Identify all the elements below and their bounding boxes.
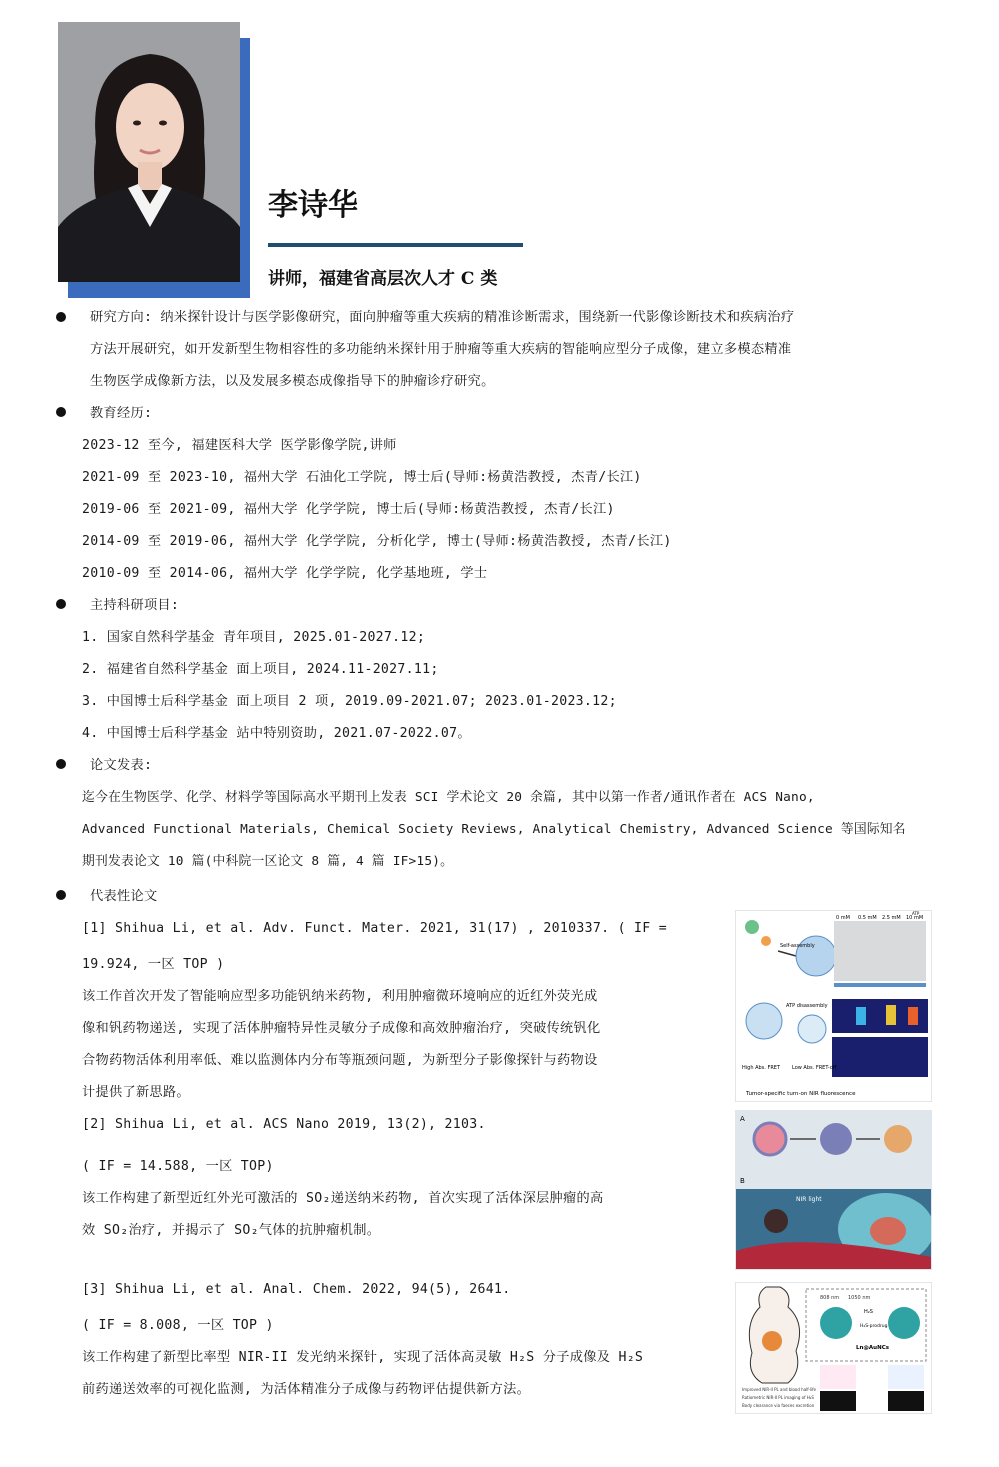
- fig2-label-nir: NIR light: [796, 1196, 822, 1203]
- bullet-projects: [56, 599, 66, 609]
- fig1-label-0mm: 0 mM: [836, 915, 850, 921]
- paper-1-figure: [735, 910, 932, 1102]
- bullet-research: [56, 312, 66, 322]
- paper-2-line: 效 SO₂治疗, 并揭示了 SO₂气体的抗肿瘤机制。: [82, 1223, 381, 1238]
- paper-3-figure: [735, 1282, 932, 1414]
- education-item: 2023-12 至今, 福建医科大学 医学影像学院,讲师: [82, 438, 397, 453]
- education-item: 2019-06 至 2021-09, 福州大学 化学学院, 博士后(导师:杨黄浩教授, 杰青/长江): [82, 502, 615, 517]
- fig1-label-low-abs: Low Abs. FRET-off: [792, 1065, 837, 1071]
- paper-2-line: [2] Shihua Li, et al. ACS Nano 2019, 13(2), 2103.: [82, 1117, 486, 1132]
- fig3-label-808: 808 nm: [820, 1295, 840, 1301]
- fig1-label-atp: ATP: [912, 911, 920, 916]
- publications-heading: 论文发表:: [90, 758, 153, 773]
- fig1-label-10mm: 10 mM: [906, 915, 924, 921]
- bullet-representative: [56, 890, 66, 900]
- research-line: 生物医学成像新方法，以及发展多模态成像指导下的肿瘤诊疗研究。: [90, 374, 495, 389]
- name-divider: [268, 243, 523, 247]
- publications-line: Advanced Functional Materials, Chemical Society Reviews, Analytical Chemistry, Advanced Science 等国际知名: [82, 822, 906, 837]
- projects-heading: 主持科研项目:: [90, 598, 180, 613]
- paper-1-line: 该工作首次开发了智能响应型多功能钒纳米药物, 利用肿瘤微环境响应的近红外荧光成: [82, 989, 598, 1004]
- representative-heading: 代表性论文: [90, 889, 158, 904]
- fig2-label-a: A: [740, 1115, 745, 1123]
- education-item: 2010-09 至 2014-06, 福州大学 化学学院, 化学基地班, 学士: [82, 566, 488, 581]
- paper-1-line: [1] Shihua Li, et al. Adv. Funct. Mater. 2021, 31(17) , 2010337. ( IF =: [82, 921, 668, 936]
- paper-3-line: ( IF = 8.008, 一区 TOP ): [82, 1318, 274, 1333]
- bullet-education: [56, 407, 66, 417]
- profile-title: 讲师，福建省高层次人才 C 类: [268, 269, 498, 289]
- fig3-label-1050: 1050 nm: [848, 1295, 871, 1301]
- fig1-label-disassembly: ATP disassembly: [786, 1003, 828, 1009]
- paper-2-figure: [735, 1110, 932, 1270]
- research-line: 方法开展研究，如开发新型生物相容性的多功能纳米探针用于肿瘤等重大疾病的智能响应型分子成像，建立多模态精准: [90, 342, 792, 357]
- publications-line: 期刊发表论文 10 篇(中科院一区论文 8 篇, 4 篇 IF>15)。: [82, 854, 454, 869]
- fig3-label-h2s: H₂S: [864, 1309, 873, 1315]
- fig1-label-high-abs: High Abs. FRET: [742, 1065, 781, 1071]
- paper-3-line: 前药递送效率的可视化监测, 为活体精准分子成像与药物评估提供新方法。: [82, 1382, 531, 1397]
- paper-2-line: 该工作构建了新型近红外光可激活的 SO₂递送纳米药物, 首次实现了活体深层肿瘤的高: [82, 1191, 604, 1206]
- paper-3-line: 该工作构建了新型比率型 NIR-II 发光纳米探针, 实现了活体高灵敏 H₂S 分子成像及 H₂S: [82, 1350, 644, 1365]
- fig3-legend-3: Body clearance via faeces excretion: [742, 1403, 815, 1408]
- fig3-label-lnaunc: Ln@AuNCs: [856, 1345, 890, 1351]
- paper-1-line: 合物药物活体利用率低、难以监测体内分布等瓶颈问题, 为新型分子影像探针与药物设: [82, 1053, 598, 1068]
- profile-photo: [58, 22, 240, 282]
- fig1-label-05mm: 0.5 mM: [858, 915, 877, 921]
- bullet-publications: [56, 759, 66, 769]
- project-item: 1. 国家自然科学基金 青年项目, 2025.01-2027.12;: [82, 630, 426, 645]
- paper-1-line: 19.924, 一区 TOP ): [82, 957, 225, 972]
- paper-1-line: 像和钒药物递送, 实现了活体肿瘤特异性灵敏分子成像和高效肿瘤治疗, 突破传统钒化: [82, 1021, 601, 1036]
- project-item: 2. 福建省自然科学基金 面上项目, 2024.11-2027.11;: [82, 662, 439, 677]
- profile-photo-frame: [58, 22, 240, 282]
- education-heading: 教育经历:: [90, 406, 153, 421]
- education-item: 2021-09 至 2023-10, 福州大学 石油化工学院, 博士后(导师:杨黄浩教授, 杰青/长江): [82, 470, 642, 485]
- project-item: 3. 中国博士后科学基金 面上项目 2 项, 2019.09-2021.07; 2023.01-2023.12;: [82, 694, 617, 709]
- paper-3-line: [3] Shihua Li, et al. Anal. Chem. 2022, 94(5), 2641.: [82, 1282, 511, 1297]
- fig2-label-b: B: [740, 1177, 745, 1185]
- fig1-label-self-assembly: Self-assembly: [780, 943, 815, 949]
- research-line: 研究方向: 纳米探针设计与医学影像研究，面向肿瘤等重大疾病的精准诊断需求，围绕新一代影像诊断技术和疾病治疗: [90, 310, 795, 325]
- education-item: 2014-09 至 2019-06, 福州大学 化学学院, 分析化学, 博士(导师:杨黄浩教授, 杰青/长江): [82, 534, 672, 549]
- fig1-caption: Tumor-specific turn-on NIR fluorescence: [746, 1091, 856, 1097]
- fig3-legend-2: Ratiometric NIR-II PL imaging of H₂S: [742, 1395, 814, 1400]
- publications-line: 迄今在生物医学、化学、材料学等国际高水平期刊上发表 SCI 学术论文 20 余篇, 其中以第一作者/通讯作者在 ACS Nano,: [82, 790, 815, 805]
- paper-1-line: 计提供了新思路。: [82, 1085, 190, 1100]
- project-item: 4. 中国博士后科学基金 站中特别资助, 2021.07-2022.07。: [82, 726, 471, 741]
- fig3-legend-1: Improved NIR-II PL and blood half-life: [742, 1387, 817, 1392]
- paper-2-line: ( IF = 14.588, 一区 TOP): [82, 1159, 274, 1174]
- profile-name: 李诗华: [268, 188, 358, 223]
- fig3-label-prodrug: H₂S-prodrug: [860, 1324, 888, 1329]
- fig1-label-25mm: 2.5 mM: [882, 915, 901, 921]
